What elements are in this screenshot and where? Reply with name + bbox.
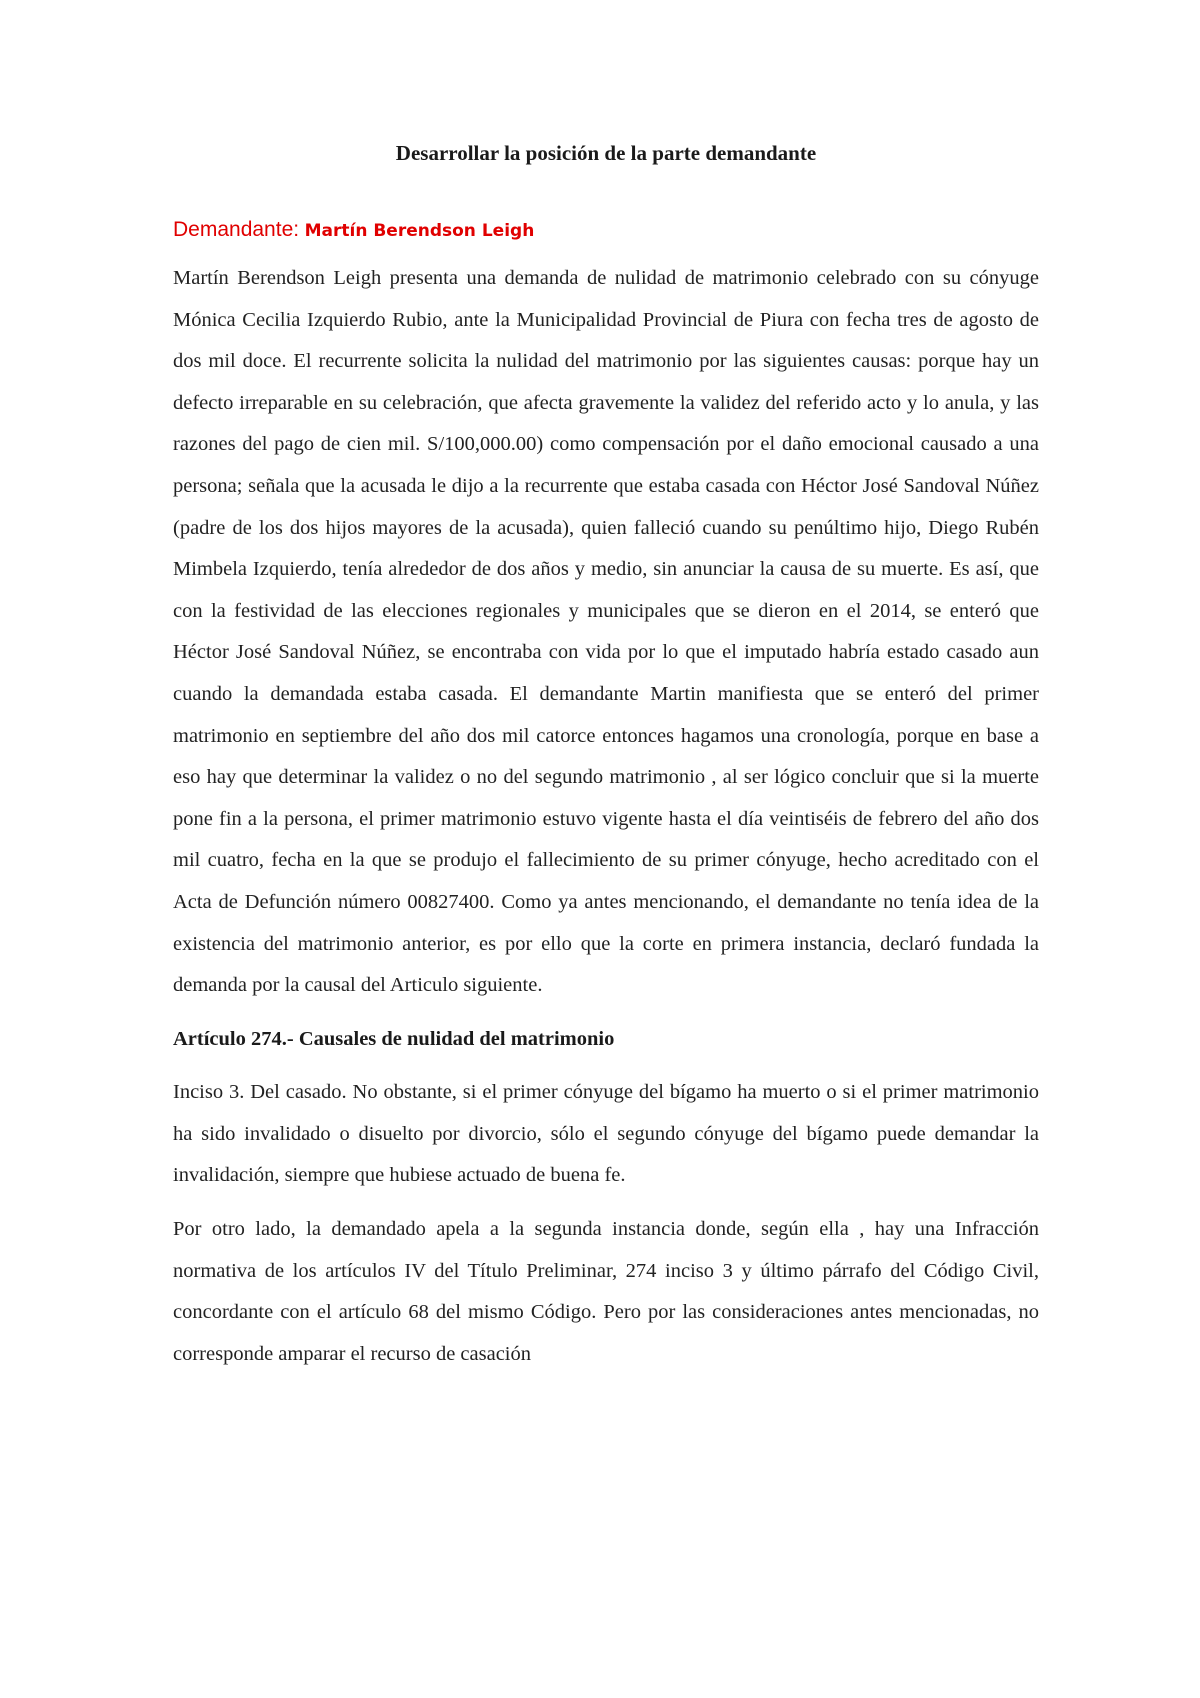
- appeal-paragraph: Por otro lado, la demandado apela a la segunda instancia donde, según ella , hay una Infracción normativa de los artículos IV del Título Preliminar, 274 inciso 3 y último párrafo del Código Civil, concordante con el artículo 68 del mismo Código. Pero por las consideraciones antes mencionadas, no corresponde amparar el recurso de casación: [173, 1218, 1039, 1365]
- document-title: Desarrollar la posición de la parte demandante: [395, 141, 817, 165]
- article-text-paragraph: Inciso 3. Del casado. No obstante, si el primer cónyuge del bígamo ha muerto o si el primer matrimonio ha sido invalidado o disuelto por divorcio, sólo el segundo cónyuge del bígamo puede demandar la invalidación, siempre que hubiese actuado de buena fe.: [173, 1081, 1039, 1187]
- claimant-name: Martín Berendson Leigh: [304, 221, 535, 241]
- claimant-label: Demandante:: [173, 218, 300, 241]
- claimant-line: [173, 214, 1039, 246]
- claim-summary-paragraph: Martín Berendson Leigh presenta una demanda de nulidad de matrimonio celebrado con su cónyuge Mónica Cecilia Izquierdo Rubio, ante la Municipalidad Provincial de Piura con fecha tres de agosto de dos mil doce. El recurrente solicita la nulidad del matrimonio por las siguientes causas: porque hay un defecto irreparable en su celebración, que afecta gravemente la validez del referido acto y lo anula, y las razones del pago de cien mil. S/100,000.00) como compensación por el daño emocional causado a una persona; señala que la acusada le dijo a la recurrente que estaba casada con Héctor José Sandoval Núñez (padre de los dos hijos mayores de la acusada), quien falleció cuando su penúltimo hijo, Diego Rubén Mimbela Izquierdo, tenía alrededor de dos años y medio, sin anunciar la causa de su muerte. Es así, que con la festividad de las elecciones regionales y municipales que se dieron en el 2014, se enteró que Héctor José Sandoval Núñez, se encontraba con vida por lo que el imputado habría estado casado aun cuando la demandada estaba casada. El demandante Martin manifiesta que se enteró del primer matrimonio en septiembre del año dos mil catorce entonces hagamos una cronología, porque en base a eso hay que determinar la validez o no del segundo matrimonio , al ser lógico concluir que si la muerte pone fin a la persona, el primer matrimonio estuvo vigente hasta el día veintiséis de febrero del año dos mil cuatro, fecha en la que se produjo el fallecimiento de su primer cónyuge, hecho acreditado con el Acta de Defunción número 00827400. Como ya antes mencionando, el demandante no tenía idea de la existencia del matrimonio anterior, es por ello que la corte en primera instancia, declaró fundada la demanda por la causal del Articulo siguiente.: [173, 267, 1039, 997]
- article-heading: Artículo 274.- Causales de nulidad del matrimonio: [173, 1027, 615, 1050]
